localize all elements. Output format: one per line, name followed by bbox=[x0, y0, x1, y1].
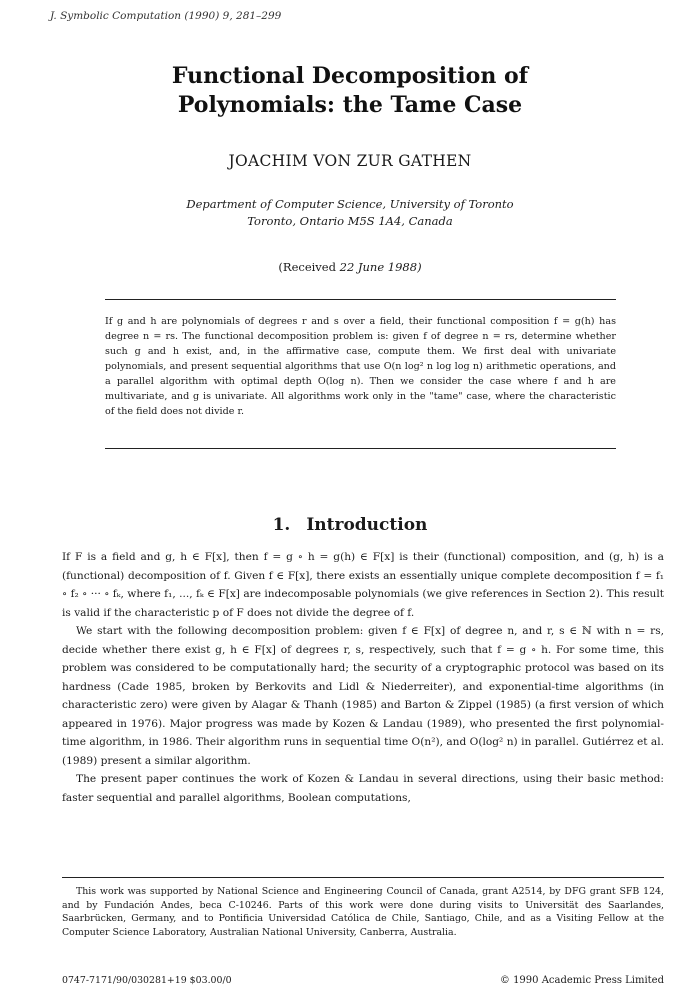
section-heading bbox=[0, 515, 700, 535]
received-date: 22 June 1988) bbox=[339, 260, 422, 274]
section-title: Introduction bbox=[306, 515, 428, 535]
issn-code: 0747-7171/90/030281+19 $03.00/0 bbox=[62, 975, 232, 986]
paper-title bbox=[0, 62, 700, 120]
body-paragraph: If F is a field and g, h ∈ F[x], then f = g ∘ h = g(h) ∈ F[x] is their (functional) composition, and (g, h) is a (functional) decomposition of f. Given f ∈ F[x], there exists an essentially unique complete decomposition f = f₁ ∘ f₂ ∘ ··· ∘ fₖ, where f₁, ..., fₖ ∈ F[x] are indecomposable polynomials (we give references in Section 2). This result is valid if the characteristic p of F does not divide the degree of f. bbox=[62, 551, 664, 619]
affiliation-line-2: Toronto, Ontario M5S 1A4, Canada bbox=[247, 214, 453, 228]
title-line-1: Functional Decomposition of bbox=[171, 63, 529, 89]
body-paragraph: The present paper continues the work of Kozen & Landau in several directions, using their basic method: faster sequential and parallel algorithms, Boolean computations, bbox=[62, 773, 664, 804]
affiliation bbox=[0, 196, 700, 230]
abstract: If g and h are polynomials of degrees r and s over a field, their functional composition f = g(h) has degree n = rs. The functional decomposition problem is: given f of degree n = rs, determine whether such g and h exist, and, in the affirmative case, compute them. We first deal with univariate polynomials, and present sequential algorithms that use O(n log² n log log n) arithmetic operations, and a parallel algorithm with optimal depth O(log n). Then we consider the case where f and h are multivariate, and g is univariate. All algorithms work only in the "tame" case, where the characteristic of the field does not divide r. bbox=[105, 299, 616, 449]
received-date-line bbox=[0, 260, 700, 274]
footnote: This work was supported by National Science and Engineering Council of Canada, grant A2514, by DFG grant SFB 124, and by Fundación Andes, beca C-10246. Parts of this work were done during visits to Universität des Saarlandes, Saarbrücken, Germany, and to Pontificia Universidad Católica de Chile, Santiago, Chile, and as a Visiting Fellow at the Computer Science Laboratory, Australian National University, Canberra, Australia. bbox=[62, 886, 664, 938]
author-name: JOACHIM VON ZUR GATHEN bbox=[228, 152, 472, 170]
section-number: 1. bbox=[272, 515, 291, 535]
affiliation-line-1: Department of Computer Science, University of Toronto bbox=[186, 197, 514, 211]
body-paragraph: We start with the following decomposition problem: given f ∈ F[x] of degree n, and r, s ∈ ℕ with n = rs, decide whether there exist g, h ∈ F[x] of degrees r, s, respectively, such that f = g ∘ h. For some time, this problem was considered to be computationally hard; the security of a cryptographic protocol was based on its hardness (Cade 1985, broken by Berkovits and Lidl & Niederreiter), and exponential-time algorithms (in characteristic zero) were given by Alagar & Thanh (1985) and Barton & Zippel (1985) (a first version of which appeared in 1976). Major progress was made by Kozen & Landau (1989), who presented the first polynomial-time algorithm, in 1986. Their algorithm runs in sequential time O(n²), and O(log² n) in parallel. Gutiérrez et al. (1989) present a similar algorithm. bbox=[62, 625, 664, 767]
copyright-notice: © 1990 Academic Press Limited bbox=[499, 975, 664, 986]
body-text bbox=[62, 548, 664, 870]
received-label: (Received bbox=[278, 260, 336, 274]
footnote-rule bbox=[62, 877, 664, 878]
title-line-2: Polynomials: the Tame Case bbox=[177, 92, 523, 118]
journal-citation: J. Symbolic Computation (1990) 9, 281–299 bbox=[50, 10, 282, 22]
